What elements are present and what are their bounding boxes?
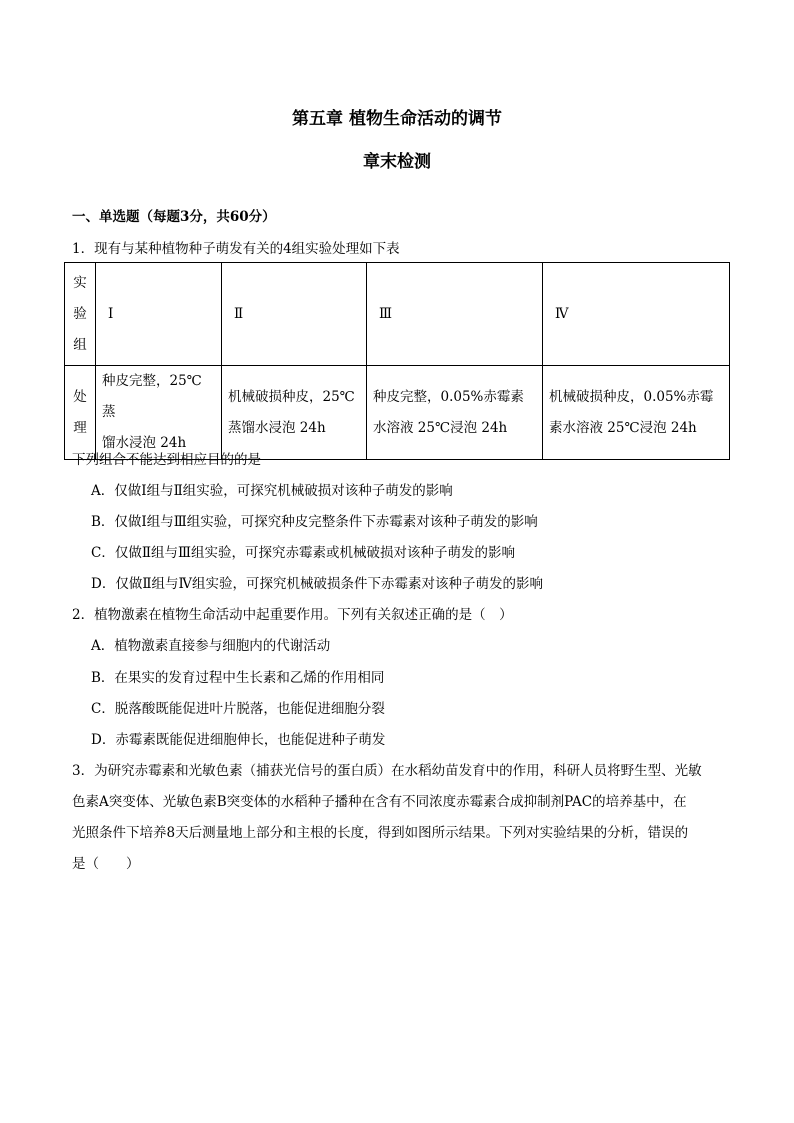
treatment-line: 机械破损种皮，25℃ (228, 388, 355, 405)
treatment-line: 水溶液 25℃浸泡 24h (373, 419, 508, 436)
group-cell-4: Ⅳ (543, 263, 730, 366)
group-cell-3: Ⅲ (367, 263, 543, 366)
row-header-char: 验 (73, 305, 87, 322)
group-cell-1: Ⅰ (96, 263, 222, 366)
q3-line-3: 光照条件下培养8天后测量地上部分和主根的长度，得到如图所示结果。下列对实验结果的分析，错误的 (72, 825, 689, 841)
treatment-line: 机械破损种皮，0.05%赤霉 (549, 388, 714, 405)
q1-option-b: B．仅做Ⅰ组与Ⅲ组实验，可探究种皮完整条件下赤霉素对该种子萌发的影响 (91, 514, 538, 530)
treatment-line: 蒸馏水浸泡 24h (228, 419, 326, 436)
row-header-char: 组 (73, 336, 87, 353)
group-cell-2: Ⅱ (222, 263, 367, 366)
q3-line-2: 色素A突变体、光敏色素B突变体的水稻种子播种在含有不同浓度赤霉素合成抑制剂PAC的培养基中，在 (72, 794, 687, 810)
q2-stem: 2．植物激素在植物生命活动中起重要作用。下列有关叙述正确的是（ ） (72, 607, 513, 623)
q1-stem: 1．现有与某种植物种子萌发有关的4组实验处理如下表 (72, 241, 400, 257)
q2-option-b: B．在果实的发育过程中生长素和乙烯的作用相同 (91, 670, 385, 686)
q2-option-c: C．脱落酸既能促进叶片脱落，也能促进细胞分裂 (91, 701, 385, 717)
treatment-cell-2 (222, 366, 367, 460)
row-header-group (65, 263, 96, 366)
section-heading: 一、单选题（每题3分，共60分） (72, 209, 276, 225)
table-row-groups (65, 263, 730, 366)
q2-option-d: D．赤霉素既能促进细胞伸长，也能促进种子萌发 (91, 732, 386, 748)
experiment-table (64, 262, 730, 460)
treatment-line: 馏水浸泡 24h (102, 435, 187, 451)
treatment-cell-1 (96, 366, 222, 460)
table-row-treatments (65, 366, 730, 460)
treatment-line: 素水溶液 25℃浸泡 24h (549, 419, 697, 436)
row-header-char: 处 (73, 388, 87, 405)
q1-option-d: D．仅做Ⅱ组与Ⅳ组实验，可探究机械破损条件下赤霉素对该种子萌发的影响 (91, 576, 543, 592)
q1-question: 下列组合不能达到相应目的的是 (72, 452, 261, 468)
row-header-char: 实 (73, 274, 87, 291)
treatment-line: 种皮完整，0.05%赤霉素 (373, 388, 524, 405)
treatment-line: 种皮完整，25℃蒸 (102, 373, 202, 420)
q3-line-1: 3．为研究赤霉素和光敏色素（捕获光信号的蛋白质）在水稻幼苗发育中的作用，科研人员将野生型、光敏 (72, 763, 702, 779)
q3-line-4: 是（ ） (72, 856, 140, 872)
row-header-char: 理 (73, 419, 87, 436)
chapter-title: 第五章 植物生命活动的调节 (292, 109, 502, 129)
chapter-subtitle: 章末检测 (363, 152, 431, 172)
row-header-treatment (65, 366, 96, 460)
q1-option-a: A．仅做Ⅰ组与Ⅱ组实验，可探究机械破损对该种子萌发的影响 (91, 483, 453, 499)
treatment-cell-4 (543, 366, 730, 460)
q2-option-a: A．植物激素直接参与细胞内的代谢活动 (91, 638, 331, 654)
q1-option-c: C．仅做Ⅱ组与Ⅲ组实验，可探究赤霉素或机械破损对该种子萌发的影响 (91, 545, 516, 561)
treatment-cell-3 (367, 366, 543, 460)
